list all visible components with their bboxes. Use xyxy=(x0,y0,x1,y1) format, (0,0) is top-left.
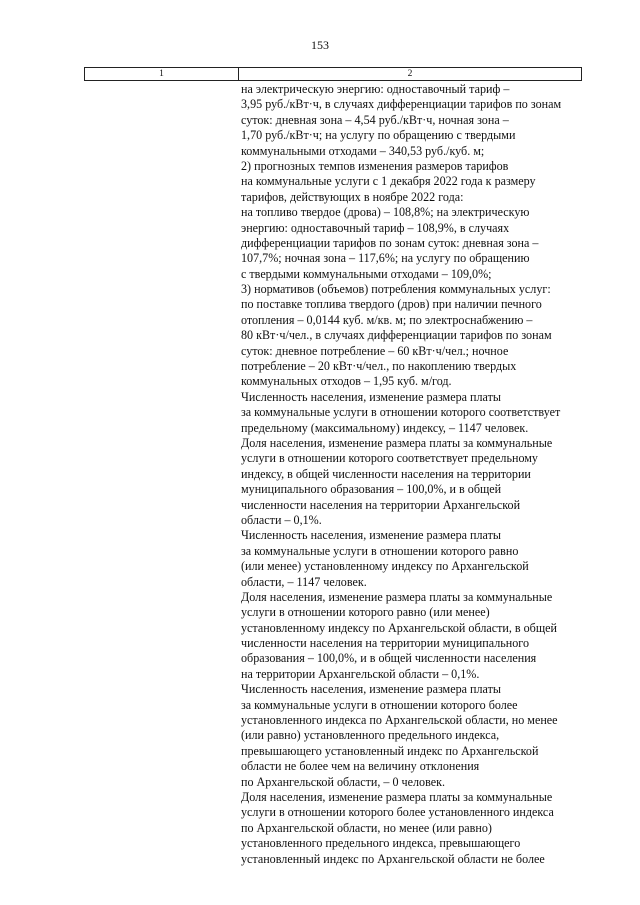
text-line: 1,70 руб./кВт·ч; на услугу по обращению с твердыми xyxy=(241,128,516,143)
text-line: образования – 100,0%, и в общей численности населения xyxy=(241,651,537,666)
text-line: Доля населения, изменение размера платы за коммунальные xyxy=(241,589,553,604)
text-line: области не более чем на величину отклонения xyxy=(241,759,480,774)
text-line: потребление – 20 кВт·ч/чел., по накоплению твердых xyxy=(241,359,517,374)
text-line: по Архангельской области, – 0 человек. xyxy=(241,774,445,789)
text-line: превышающего установленный индекс по Архангельской xyxy=(241,743,539,758)
table-header-col-1: 1 xyxy=(85,68,239,80)
text-line: Численность населения, изменение размера платы xyxy=(241,389,501,404)
text-line: отопления – 0,0144 куб. м/кв. м; по электроснабжению – xyxy=(241,312,533,327)
text-line: за коммунальные услуги в отношении которого соответствует xyxy=(241,405,561,420)
text-line: по Архангельской области, но менее (или равно) xyxy=(241,820,492,835)
text-line: 107,7%; ночная зона – 117,6%; на услугу по обращению xyxy=(241,251,530,266)
text-line: 3,95 руб./кВт·ч, в случаях дифференциации тарифов по зонам xyxy=(241,97,562,112)
text-line: области – 0,1%. xyxy=(241,512,322,527)
text-line: энергию: одноставочный тариф – 108,9%, в случаях xyxy=(241,220,510,235)
text-line: по поставке топлива твердого (дров) при наличии печного xyxy=(241,297,542,312)
text-line: за коммунальные услуги в отношении которого более xyxy=(241,697,518,712)
text-line: (или равно) установленного предельного индекса, xyxy=(241,728,500,743)
text-line: за коммунальные услуги в отношении которого равно xyxy=(241,543,519,558)
text-line: Численность населения, изменение размера платы xyxy=(241,682,501,697)
text-line: численности населения на территории Архангельской xyxy=(241,497,521,512)
text-line: установленного индекса по Архангельской области, но менее xyxy=(241,713,558,728)
table-cell-col-2-text xyxy=(241,82,586,867)
text-line: Доля населения, изменение размера платы за коммунальные xyxy=(241,435,553,450)
text-line: тарифов, действующих в ноябре 2022 года: xyxy=(241,189,464,204)
text-line: коммунальными отходами – 340,53 руб./куб. м; xyxy=(241,143,485,158)
text-line: Доля населения, изменение размера платы за коммунальные xyxy=(241,789,553,804)
text-line: дифференциации тарифов по зонам суток: дневная зона – xyxy=(241,235,539,250)
text-line: услуги в отношении которого соответствует предельному xyxy=(241,451,538,466)
text-line: с твердыми коммунальными отходами – 109,0%; xyxy=(241,266,492,281)
text-line: установленному индексу по Архангельской области, в общей xyxy=(241,620,557,635)
document-table xyxy=(84,67,582,81)
text-line: на электрическую энергию: одноставочный тариф – xyxy=(241,82,510,96)
table-header-row xyxy=(84,67,582,81)
text-line: индексу, в общей численности населения на территории xyxy=(241,466,531,481)
text-line: суток: дневная зона – 4,54 руб./кВт·ч, ночная зона – xyxy=(241,112,509,127)
text-line: предельному (максимальному) индексу, – 1147 человек. xyxy=(241,420,529,435)
text-line: на коммунальные услуги с 1 декабря 2022 года к размеру xyxy=(241,174,536,189)
text-line: области, – 1147 человек. xyxy=(241,574,367,589)
text-line: услуги в отношении которого равно (или менее) xyxy=(241,605,490,620)
text-line: суток: дневное потребление – 60 кВт·ч/чел.; ночное xyxy=(241,343,509,358)
text-line: на топливо твердое (дрова) – 108,8%; на электрическую xyxy=(241,205,530,220)
text-line: 2) прогнозных темпов изменения размеров тарифов xyxy=(241,158,509,173)
text-line: 80 кВт·ч/чел., в случаях дифференциации тарифов по зонам xyxy=(241,328,552,343)
text-line: (или менее) установленному индексу по Архангельской xyxy=(241,559,529,574)
page-number: 153 xyxy=(311,38,329,52)
text-line: установленного предельного индекса, превышающего xyxy=(241,836,521,851)
text-line: 3) нормативов (объемов) потребления коммунальных услуг: xyxy=(241,282,551,297)
text-line: Численность населения, изменение размера платы xyxy=(241,528,501,543)
table-header-col-2: 2 xyxy=(407,69,413,79)
text-line: установленный индекс по Архангельской области не более xyxy=(241,851,545,866)
text-line: услуги в отношении которого более установленного индекса xyxy=(241,805,554,820)
text-line: на территории Архангельской области – 0,1%. xyxy=(241,666,480,681)
text-line: муниципального образования – 100,0%, и в общей xyxy=(241,482,502,497)
text-line: численности населения на территории муниципального xyxy=(241,636,530,651)
text-line: коммунальных отходов – 1,95 куб. м/год. xyxy=(241,374,452,389)
